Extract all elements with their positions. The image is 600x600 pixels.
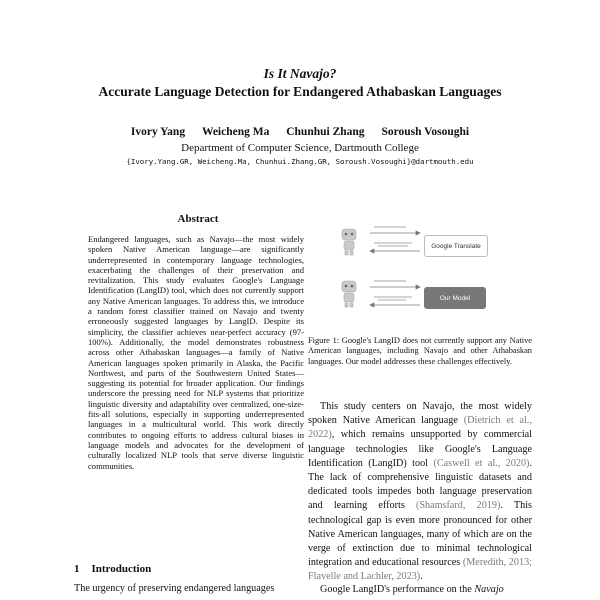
- section-number: 1: [74, 563, 80, 575]
- author-emails: {Ivory.Yang.GR, Weicheng.Ma, Chunhui.Zhang.GR, Soroush.Vosoughi}@dartmouth.edu: [126, 157, 474, 166]
- figure-graphic: [308, 207, 530, 325]
- our-model-box: Our Model: [424, 287, 486, 309]
- robot-icon: [342, 281, 356, 307]
- abstract-text: Endangered languages, such as Navajo—the most widely spoken Native American language—are significantly underrepresented in contemporary language technologies, exacerbating the challenges of their preservation and revitalization. This study evaluates Google's Language Identification (LangID) tool, which does not currently support any Native American languages. To address this, we introduce a random forest classifier trained on Navajo and twenty erroneously suggested languages by LangID. Despite its simplicity, the classifier achieves near-perfect accuracy (97-100%). Additionally, the model demonstrates robustness across other Athabaskan languages—a family of Native American languages spoken primarily in Alaska, the Pacific Northwest, and parts of the Southwestern United States—suggesting its potential for broader application. Our findings underscore the pressing need for NLP systems that prioritize linguistic diversity and adaptability over centralized, one-size-fits-all solutions, especially in supporting underrepresented languages in a multicultural world. This work directly contributes to ongoing efforts to address cultural biases in language models and advocates for the development of culturally localized NLP tools that serve diverse linguistic communities.: [88, 234, 304, 471]
- citation[interactable]: (Caswell et al., 2020): [433, 457, 530, 469]
- text-run: Google LangID's performance on the: [320, 584, 475, 595]
- text-run: This study centers on Navajo, the most widely spoken Native American language: [308, 401, 532, 427]
- section-heading-introduction: [74, 563, 151, 575]
- section-title: Introduction: [91, 563, 152, 575]
- text-run: . The lack of comprehensive linguistic datasets and dedicated tools impedes both language preservation and learning efforts: [308, 457, 532, 512]
- right-paragraph-2: [308, 583, 532, 597]
- arrow-icon: [370, 231, 420, 253]
- author: Soroush Vosoughi: [381, 126, 470, 138]
- google-translate-box: Google Translate: [424, 235, 488, 257]
- text-run: .: [420, 571, 423, 583]
- figure-1: [308, 207, 530, 325]
- introduction-text: The urgency of preserving endangered languages: [74, 583, 275, 594]
- right-paragraph-1: [308, 400, 532, 585]
- paper-title-line1: Is It Navajo?: [263, 66, 337, 81]
- affiliation: Department of Computer Science, Dartmouth College: [181, 142, 419, 154]
- citation[interactable]: (Meredith, 2013; Flavelle and Lachler, 2023): [308, 557, 532, 583]
- robot-icon: [342, 229, 356, 255]
- author: Chunhui Zhang: [286, 126, 365, 138]
- text-run: , which remains unsupported by commercial language technologies like Google's Language Identification (LangID) tool: [308, 429, 532, 469]
- text-run: . This technological gap is even more pronounced for other Native American languages, many of which are on the verge of extinction due to minimal technological integration and educational resources: [308, 500, 532, 569]
- paper-title-line2: Accurate Language Detection for Endangered Athabaskan Languages: [98, 84, 502, 99]
- figure-1-caption: Figure 1: Google's LangID does not currently support any Native American languages, including Navajo and other Athabaskan languages. Our model addresses these challenges effectively.: [308, 336, 532, 366]
- author-list: [0, 126, 600, 138]
- arrow-icon: [370, 285, 420, 307]
- author: Weicheng Ma: [201, 126, 270, 138]
- text-run: Navajo: [474, 584, 504, 595]
- abstract-heading: Abstract: [177, 213, 219, 225]
- citation[interactable]: (Shamsfard, 2019): [415, 500, 501, 512]
- citation[interactable]: (Dietrich et al., 2022): [308, 415, 532, 441]
- author: Ivory Yang: [130, 126, 186, 138]
